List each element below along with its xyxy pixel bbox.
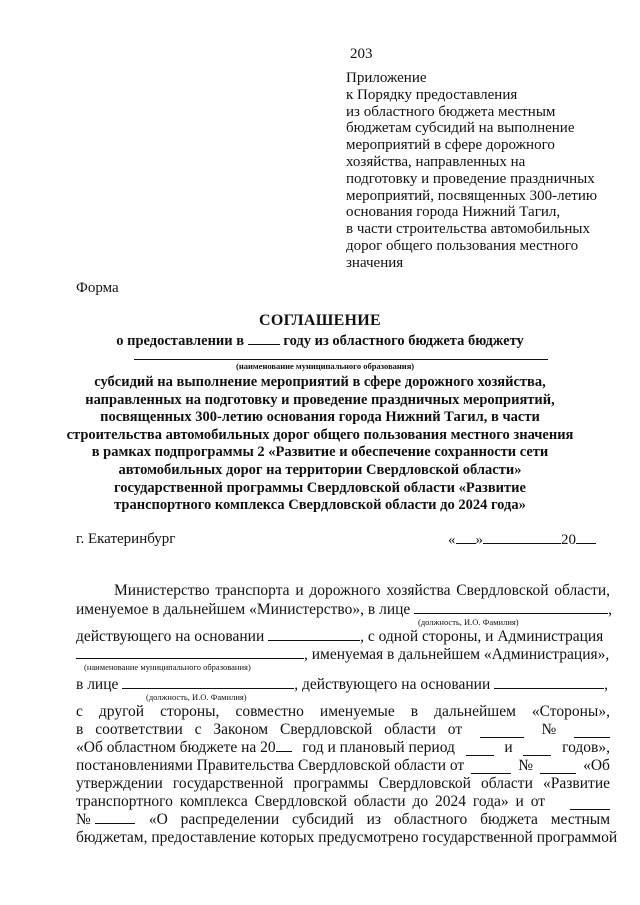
municipality-caption: (наименование муниципального образования) <box>236 361 415 371</box>
purpose-line: в рамках подпрограммы 2 «Развитие и обеспечение сохранности сети <box>91 444 549 461</box>
date-year-prefix: 20 <box>561 532 576 548</box>
body-line-2 <box>76 601 613 618</box>
basis-blank-2 <box>494 676 604 689</box>
body-text: «Об областном бюджете на 20 <box>76 739 276 756</box>
document-title: СОГЛАШЕНИЕ <box>258 312 382 329</box>
body-text: , <box>604 676 609 693</box>
year-blank <box>248 332 280 345</box>
body-text: в лице <box>76 676 119 693</box>
appendix-line: к Порядку предоставления <box>346 86 518 103</box>
body-line-8 <box>76 739 610 756</box>
person-blank <box>122 676 294 689</box>
law-number-blank <box>574 725 610 738</box>
appendix-line: Приложение <box>346 70 427 86</box>
date-close-quote: » <box>475 532 483 548</box>
body-text: , именуемая в дальнейшем «Администрация», <box>304 646 610 663</box>
law-date-blank <box>480 725 524 738</box>
body-text: «О распределении субсидий из областного бюджета местным <box>148 811 610 828</box>
body-text: «Об <box>583 757 610 774</box>
body-line-3 <box>76 628 610 645</box>
body-line-6 <box>76 703 610 720</box>
resolution-number-blank <box>540 761 576 774</box>
body-text: , <box>608 601 613 618</box>
purpose-line: субсидий на выполнение мероприятий в сфере дорожного хозяйства, <box>94 374 546 390</box>
body-text: в соответствии с Законом Свердловской области от <box>76 721 463 738</box>
purpose-line: автомобильных дорог на территории Свердловской области» <box>118 461 522 478</box>
position-caption-2: (должность, И.О. Фамилия) <box>146 692 247 702</box>
body-line-10 <box>76 775 610 792</box>
appendix-line: из областного бюджета местным <box>346 103 556 120</box>
appendix-line: значения <box>346 254 404 271</box>
body-line-4 <box>76 646 610 663</box>
distribution-number-blank <box>95 811 135 824</box>
position-caption: (должность, И.О. Фамилия) <box>418 617 519 627</box>
date-field <box>448 531 596 549</box>
body-text: годов», <box>562 739 610 756</box>
body-word: «Стороны», <box>531 703 610 720</box>
year-suffix-blank <box>576 531 596 544</box>
document-subtitle <box>0 332 640 350</box>
appendix-line: хозяйства, направленных на <box>346 153 526 170</box>
body-line-13 <box>76 829 618 846</box>
body-word: совместно <box>235 703 304 720</box>
body-text: год и плановый период <box>302 739 455 756</box>
appendix-line: мероприятий в сфере дорожного <box>346 137 555 154</box>
appendix-line: подготовку и проведение праздничных <box>346 170 595 187</box>
body-text: и <box>504 739 513 756</box>
month-blank <box>483 531 561 544</box>
purpose-line: государственной программы Свердловской области «Развитие <box>114 479 526 496</box>
body-word: в <box>410 703 419 720</box>
body-line-7 <box>76 721 610 738</box>
purpose-block <box>60 374 580 515</box>
body-text: , с одной стороны, и Администрация <box>360 628 604 645</box>
body-word: с <box>76 703 83 720</box>
appendix-line: бюджетам субсидий на выполнение <box>346 120 575 137</box>
distribution-date-blank <box>570 797 610 810</box>
body-text: № <box>76 811 91 828</box>
body-word: стороны, <box>160 703 220 720</box>
period-to-blank <box>523 743 551 756</box>
purpose-line: посвященных 300-летию основания города Нижний Тагил, в части <box>100 409 540 426</box>
resolution-date-blank <box>471 761 511 774</box>
body-text: постановлениями Правительства Свердловской области от <box>76 757 465 774</box>
position-blank <box>414 601 608 614</box>
page-number: 203 <box>350 46 373 62</box>
body-text: № <box>541 721 557 738</box>
basis-blank <box>268 628 360 641</box>
body-line-12 <box>76 811 610 828</box>
body-text: бюджетам, предоставление которых предусмотрено государственной программой <box>76 829 618 846</box>
purpose-line: строительства автомобильных дорог общего пользования местного значения <box>66 426 574 443</box>
purpose-line: направленных на подготовку и проведение праздничных мероприятий, <box>85 391 555 408</box>
form-label: Форма <box>76 280 119 296</box>
body-word: дальнейшем <box>434 703 516 720</box>
appendix-line: основания города Нижний Тагил, <box>346 204 561 221</box>
body-text: транспортного комплекса Свердловской области до 2024 года» и от <box>76 793 546 810</box>
body-text: утверждении государственной программы Свердловской области «Развитие <box>76 775 610 792</box>
municipality-caption-2: (наименование муниципального образования) <box>84 662 251 672</box>
subtitle-before: о предоставлении в <box>116 333 245 349</box>
appendix-line: в части строительства автомобильных <box>346 221 591 238</box>
body-line-11 <box>76 793 610 810</box>
body-text: , действующего на основании <box>294 676 491 693</box>
budget-year-blank <box>276 739 292 752</box>
body-line-9 <box>76 757 610 774</box>
appendix-line: мероприятий, посвященных 300-летию <box>346 187 598 204</box>
municipality-line <box>134 359 548 360</box>
period-from-blank <box>466 743 494 756</box>
appendix-line: дорог общего пользования местного <box>346 237 579 254</box>
city: г. Екатеринбург <box>76 531 176 547</box>
appendix-block <box>346 70 616 272</box>
body-text: № <box>518 757 534 774</box>
body-word: именуемые <box>319 703 395 720</box>
body-line-5 <box>76 676 610 693</box>
body-word: другой <box>98 703 145 720</box>
subtitle-after: году из областного бюджета бюджету <box>283 333 524 349</box>
body-text: действующего на основании <box>76 628 265 645</box>
date-open-quote: « <box>448 532 456 548</box>
municipality-blank <box>76 646 304 659</box>
body-text: именуемое в дальнейшем «Министерство», в лице <box>76 601 411 618</box>
purpose-line: транспортного комплекса Свердловской области до 2024 года» <box>114 497 526 514</box>
body-text: Министерство транспорта и дорожного хозяйства Свердловской области, <box>114 582 610 599</box>
day-blank <box>456 531 476 544</box>
body-line-1 <box>76 582 610 599</box>
